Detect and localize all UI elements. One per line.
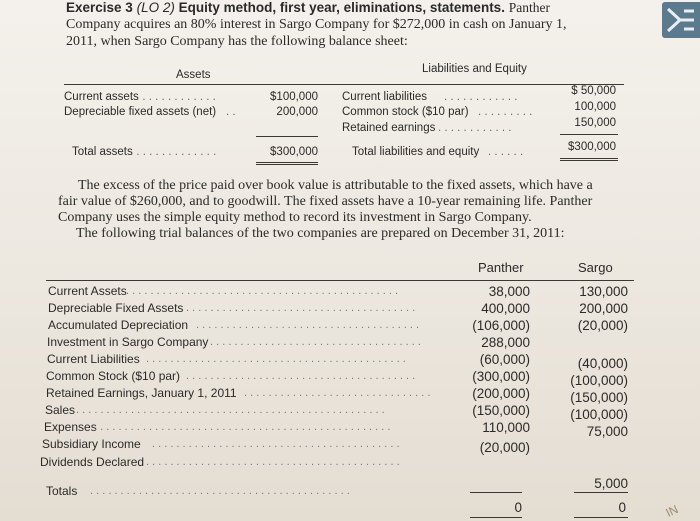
exercise-title: Exercise 3 (LO 2) Equity method, first year, eliminations, statements. Panther <box>66 0 550 15</box>
corner-handwriting: IN <box>663 502 681 520</box>
panther-value: (106,000) <box>472 318 530 333</box>
bs-current-assets-value: $100,000 <box>270 91 318 103</box>
col-sargo-header: Sargo <box>578 260 613 275</box>
table-row-label: Current Liabilities <box>47 352 140 366</box>
bs-liab-rule <box>560 134 618 135</box>
panther-value: (150,000) <box>472 403 530 418</box>
bs-dep-fixed-value: 200,000 <box>276 106 318 118</box>
sargo-value: (100,000) <box>570 373 628 388</box>
table-row-label: Current Assets <box>48 284 127 298</box>
table-row-label: Depreciable Fixed Assets <box>48 301 184 315</box>
table-row-label: Retained Earnings, January 1, 2011 <box>46 386 237 400</box>
table-row-label: Accumulated Depreciation <box>48 318 189 332</box>
sargo-value: 0 <box>618 500 626 515</box>
tb-header-rule <box>46 280 634 281</box>
liabilities-header: Liabilities and Equity <box>422 63 527 75</box>
bs-current-assets-label: Current assets <box>64 91 139 103</box>
sargo-value: 75,000 <box>586 424 628 439</box>
sargo-value: (150,000) <box>570 390 628 405</box>
sargo-value: 200,000 <box>579 301 628 316</box>
panther-value: 288,000 <box>481 335 530 350</box>
bs-total-assets-value: $300,000 <box>270 146 318 158</box>
table-row-label: Sales <box>45 403 76 417</box>
bs-dep-fixed-label: Depreciable fixed assets (net) <box>64 106 217 118</box>
panther-value: (300,000) <box>472 369 530 384</box>
table-row-label: Investment in Sargo Company <box>47 335 209 349</box>
panther-value: 400,000 <box>481 301 530 316</box>
sargo-value: (100,000) <box>570 407 628 422</box>
panther-value: 38,000 <box>488 284 530 299</box>
intro-text: Company acquires an 80% interest in Sargo Company for $272,000 in cash on January 1, 2011, when Sargo Company has the following balance sheet: <box>66 17 567 49</box>
panther-value: (200,000) <box>472 386 530 401</box>
panther-value: (60,000) <box>479 352 530 367</box>
logo-icon <box>662 2 700 38</box>
panther-value: (20,000) <box>479 440 530 455</box>
textbook-page: Exercise 3 (LO 2) Equity method, first year, eliminations, statements. Panther Company acquires an 80% interest in Sargo Company for $272,000 in cash on January 1, 2011, when Sargo Company has the following balance sheet: Assets Liabilities and Equity Current assets . . . . . . . . . . . . . $100,000 Depreciable fixed assets (net) . . 200,000 Total assets . . . . . . . . . . . . . . $300,000 Current liabilities . . . . . . . . . . . . $ 50,000 Common stock ($10 par) . . . . . . . . . 100,000 Retained earnings . . . . . . . . . . . . 150,000 Total liabilities and equity . . . . . . $300,000 The excess of the price paid over book value is attributable to the fixed assets, which have a fair value of $260,000, and to goodwill. The fixed assets have a 10-year remaining life. Panther Company uses the simple equity method to record its investment in Sargo Company. The following trial balances of the two companies are prepared on December 31, 2011: Panther Sargo Current Assets 38,000 130,000 Depreciable Fixed Assets 400,000 200,000 Accumulated Depreciation (106,000) (20,000) Investment in Sargo Company 288,000 Current Liabilities (60,000) (40,000) Common Stock ($10 par) (300,000) (100,000) Retained Earnings, January 1, 2011 (200,000) (150,000) Sales (150,000) (100,000) Expenses 110,000 75,000 Subsidiary Income (20,000) Dividends Declared 5,000 Totals 0 0 . . . . . . . . . . . . . . . . . . . . . . . . . . . . . . . . . . . . . . . . . . . . . . . . . . . . . . . . . . . . . . . . . . . . . . . . . . . . . . . . . . . . . . . . . . . . . . . . . . . . . . . . . . . . . . . . . . . . . . . . . . . . . . . . . . . . . . . . . . . . . . . . . . . . . . . . . . . . . . . . . . . . . . . . . . . . . . . . . . . . . . . . . . . . . . . . . . . . . . . . . . . . . . . . . . . . . . . . . . . . . . . . . . . . . . . . . . . . . . . . . . . . . . . . . . . . . . . . . . . . . . . . . . . . . . . . . . . . . . . . . . . . . . . . . . . . . . . . . . . . . . . . . . . . . . . . . . . . . . . . . . . . . . . . . . . . . . . . . . . . . . . . . . . . . . . . . . . . . . . . . . . . . . . . . . . . . . . . . . . . . . . . . . . . . . . . . . . . . . . . . . . . . . . . . . . . . . . . . . . . . . . . . . . . . . . . . . . . . . . . . . . . . . . . . . . . . . . . . . . . . . . . . . . . . . . . . . . . . . . . . . . . . . . . . . . . . IN <box>0 0 700 521</box>
bs-retained-label: Retained earnings <box>342 122 436 134</box>
sargo-total-rule <box>574 492 628 493</box>
bs-total-assets-label: Total assets <box>72 146 133 158</box>
assets-header: Assets <box>176 69 211 81</box>
sargo-value: (20,000) <box>577 318 628 333</box>
bs-common-stock-value: 100,000 <box>574 101 616 113</box>
bs-current-liab-value: $ 50,000 <box>571 85 616 97</box>
sargo-value: (40,000) <box>577 356 628 371</box>
panther-value: 110,000 <box>482 420 530 435</box>
table-row-label: Common Stock ($10 par) <box>46 369 181 383</box>
panther-total-rule <box>470 492 522 493</box>
table-row-label: Totals <box>46 484 78 498</box>
bs-total-le-value: $300,000 <box>568 141 616 153</box>
sargo-value: 5,000 <box>594 476 628 491</box>
bs-total-le-label: Total liabilities and equity <box>352 146 480 158</box>
bs-retained-value: 150,000 <box>574 117 616 129</box>
bs-assets-rule <box>256 136 318 137</box>
panther-value: 0 <box>514 500 522 515</box>
table-row-label: Subsidiary Income <box>42 437 141 451</box>
table-row-label: Expenses <box>44 420 97 434</box>
problem-paragraph: The excess of the price paid over book value is attributable to the fixed assets, which have a fair value of $260,000, and to goodwill. The fixed assets have a 10-year remaining life. Panther Company uses the simple equity method to record its investment in Sargo Company. The following trial balances of the two companies are prepared on December 31, 2011: <box>58 178 593 241</box>
col-panther-header: Panther <box>478 260 524 275</box>
sargo-value: 130,000 <box>579 284 628 299</box>
table-row-label: Dividends Declared <box>40 455 145 469</box>
bs-common-stock-label: Common stock ($10 par) <box>342 106 469 118</box>
bs-current-liab-label: Current liabilities <box>342 91 428 103</box>
